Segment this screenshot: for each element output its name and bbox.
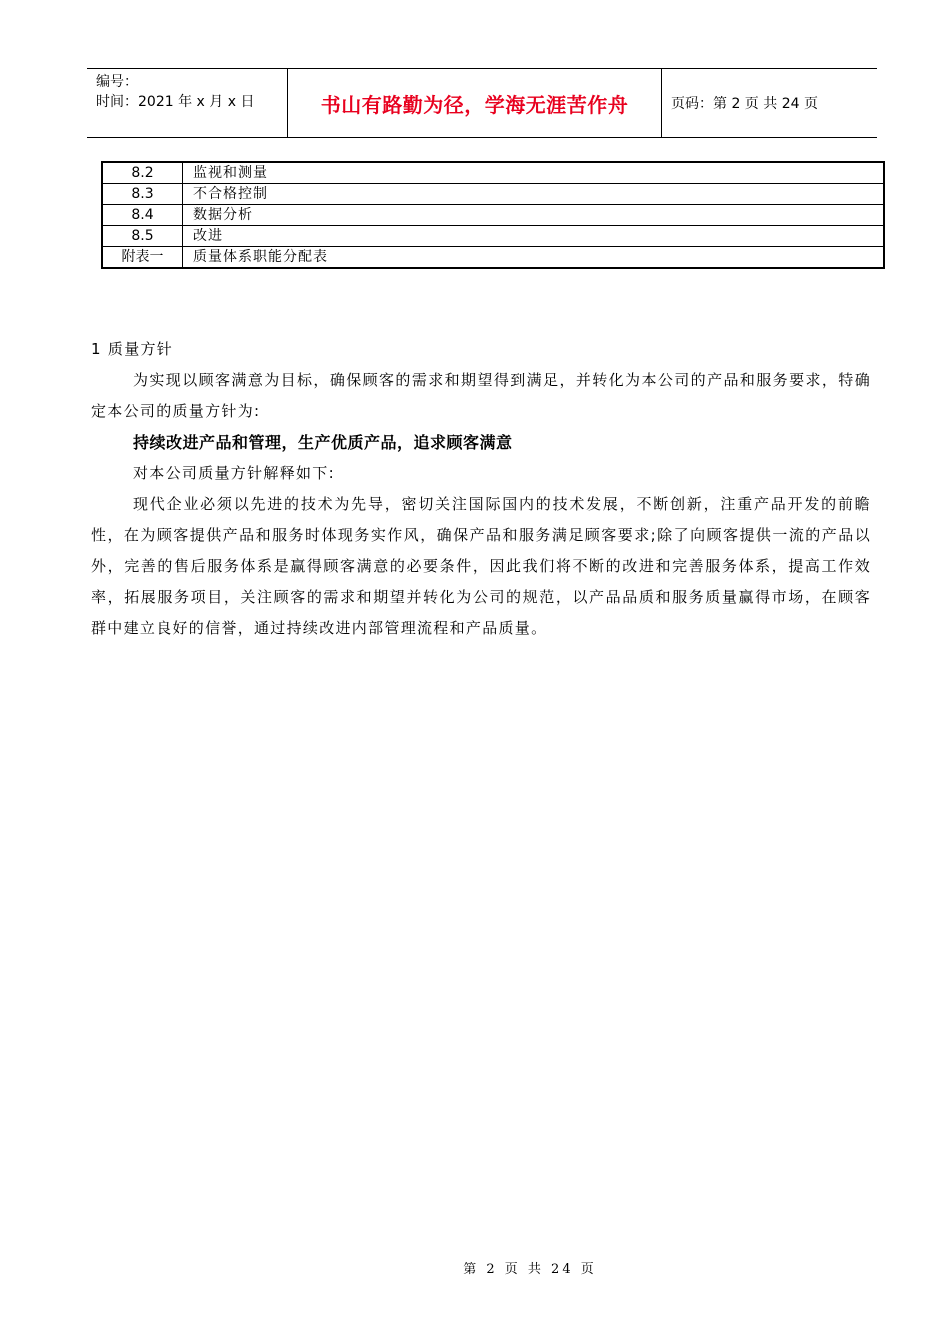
toc-title: 数据分析 [183, 205, 885, 226]
time-label: 时间：2021 年 x 月 x 日 [96, 94, 255, 110]
toc-title: 改进 [183, 226, 885, 247]
toc-number: 8.3 [102, 184, 183, 205]
page-footer: 第 2 页 共 24 页 [463, 1262, 597, 1277]
toc-row [102, 184, 884, 205]
intro-paragraph: 为实现以顾客满意为目标，确保顾客的需求和期望得到满足，并转化为本公司的产品和服务要求，特确定本公司的质量方针为: [91, 371, 871, 420]
header-page-cell [662, 69, 877, 137]
toc-row [102, 247, 884, 269]
toc-number: 8.2 [102, 162, 183, 184]
page-label: 页码：第 2 页 共 24 页 [671, 96, 818, 112]
header-meta [87, 69, 288, 137]
motto-text: 书山有路勤为径，学海无涯苦作舟 [320, 92, 629, 117]
page-header [87, 68, 877, 138]
toc-number: 附表一 [102, 247, 183, 269]
document-body [91, 334, 871, 644]
explain-intro: 对本公司质量方针解释如下: [133, 464, 335, 482]
quality-policy: 持续改进产品和管理，生产优质产品，追求顾客满意 [133, 433, 513, 452]
toc-row [102, 226, 884, 247]
toc-number: 8.5 [102, 226, 183, 247]
toc-row [102, 205, 884, 226]
toc-title: 质量体系职能分配表 [183, 247, 885, 269]
toc-title: 监视和测量 [183, 162, 885, 184]
section-heading: 1 质量方针 [91, 340, 174, 358]
explain-paragraph: 现代企业必须以先进的技术为先导，密切关注国际国内的技术发展，不断创新，注重产品开发的前瞻性，在为顾客提供产品和服务时体现务实作风，确保产品和服务满足顾客要求;除了向顾客提供一流的产品以外，完善的售后服务体系是赢得顾客满意的必要条件，因此我们将不断的改进和完善服务体系，提高工作效率，拓展服务项目，关注顾客的需求和期望并转化为公司的规范，以产品品质和服务质量赢得市场，在顾客群中建立良好的信誉，通过持续改进内部管理流程和产品质量。 [91, 495, 871, 637]
toc-title: 不合格控制 [183, 184, 885, 205]
toc-row [102, 162, 884, 184]
toc-number: 8.4 [102, 205, 183, 226]
serial-label: 编号： [96, 74, 138, 90]
toc-table [101, 161, 885, 269]
header-motto-cell [288, 69, 662, 137]
